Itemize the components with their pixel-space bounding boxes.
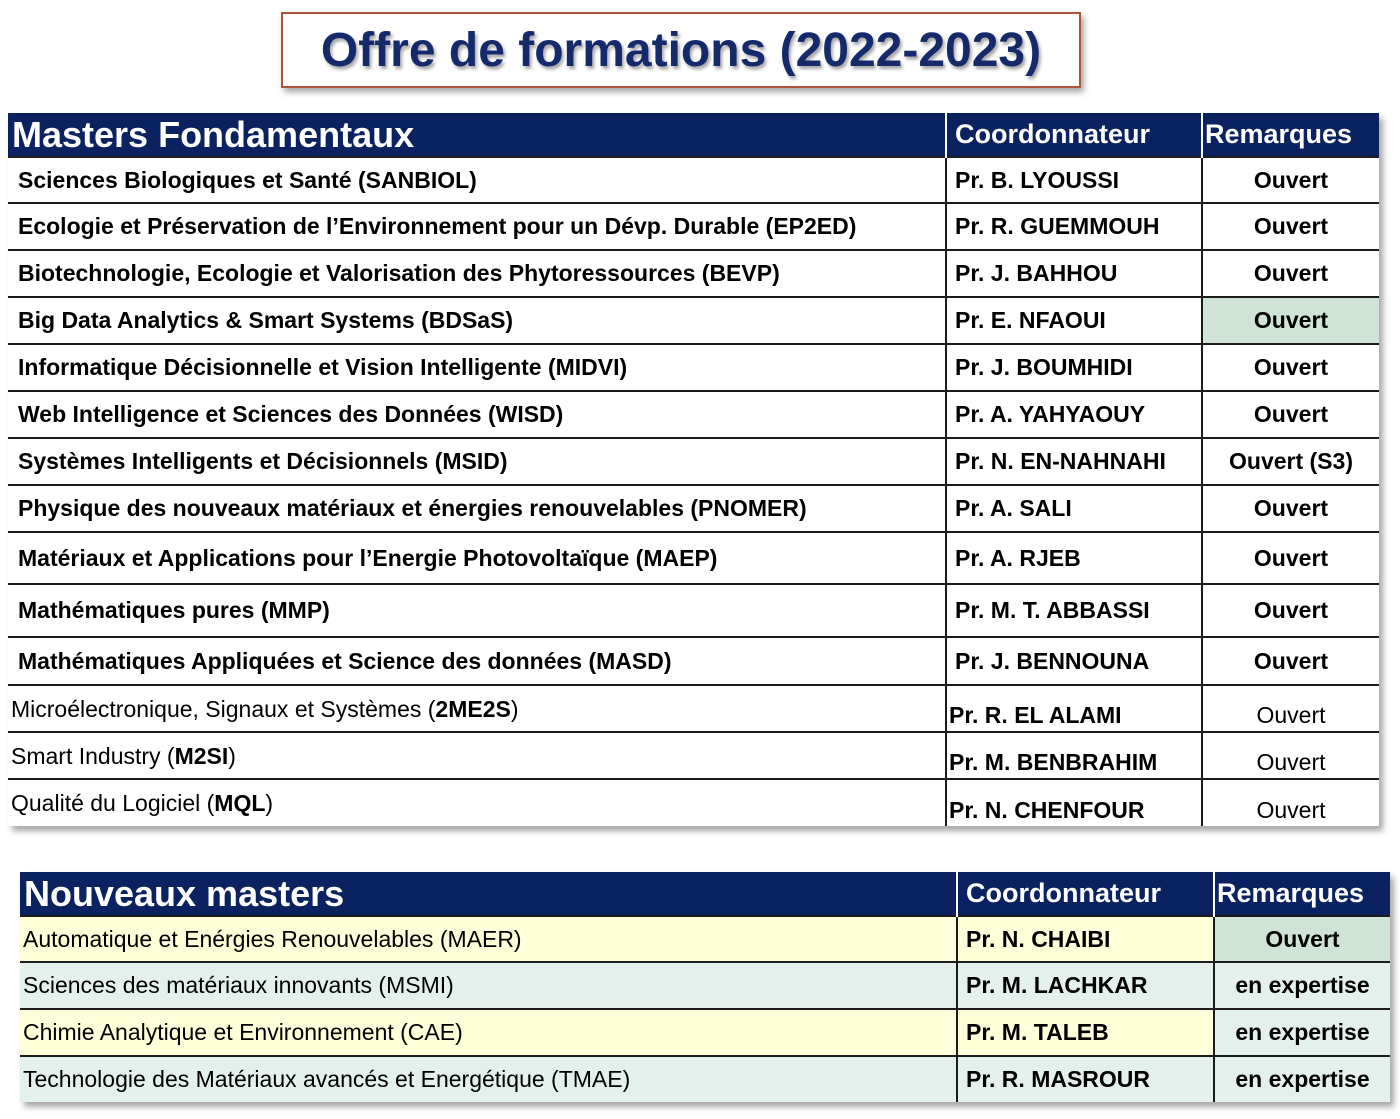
remark-highlighted: Ouvert (1214, 916, 1390, 962)
program-name: Automatique et Enérgies Renouvelables (MAER) (20, 916, 957, 962)
program-name: Technologie des Matériaux avancés et Energétique (TMAE) (20, 1056, 957, 1102)
program-name (8, 779, 946, 826)
remark: Ouvert (1202, 779, 1379, 826)
program-name: Matériaux et Applications pour l’Energie Photovoltaïque (MAEP) (8, 532, 946, 584)
table-row (8, 438, 1379, 485)
coordinator: Pr. R. MASROUR (957, 1056, 1214, 1102)
table-row (8, 732, 1379, 779)
remark: Ouvert (1202, 685, 1379, 732)
remark-highlighted: Ouvert (1202, 297, 1379, 344)
program-name-text: Smart Industry ( (11, 743, 175, 769)
program-name: Chimie Analytique et Environnement (CAE) (20, 1009, 957, 1056)
coordinator: Pr. J. BAHHOU (946, 250, 1202, 297)
remark: Ouvert (1202, 250, 1379, 297)
table-row (8, 532, 1379, 584)
program-code: 2ME2S (435, 696, 511, 722)
coordinator: Pr. M. TALEB (957, 1009, 1214, 1056)
coordinator: Pr. B. LYOUSSI (946, 157, 1202, 203)
column-header-coordonnateur: Coordonnateur (946, 113, 1202, 157)
table-row (8, 203, 1379, 250)
program-name: Big Data Analytics & Smart Systems (BDSaS) (8, 297, 946, 344)
program-name: Systèmes Intelligents et Décisionnels (MSID) (8, 438, 946, 485)
table-header (20, 872, 1390, 916)
program-name: Mathématiques pures (MMP) (8, 584, 946, 637)
remark: Ouvert (1202, 532, 1379, 584)
program-name: Ecologie et Préservation de l’Environnement pour un Dévp. Durable (EP2ED) (8, 203, 946, 250)
page-title: Offre de formations (2022-2023) (320, 23, 1042, 77)
coordinator: Pr. A. RJEB (946, 532, 1202, 584)
program-name-suffix: ) (228, 743, 236, 769)
remark: en expertise (1214, 1009, 1390, 1056)
table-row (20, 1056, 1390, 1102)
remark: Ouvert (1202, 203, 1379, 250)
remark: Ouvert (1202, 344, 1379, 391)
table-row (20, 916, 1390, 962)
table-row (8, 250, 1379, 297)
table-row (8, 637, 1379, 685)
section-heading: Masters Fondamentaux (8, 113, 946, 157)
table-row (20, 962, 1390, 1009)
table-row (8, 297, 1379, 344)
table-row (8, 157, 1379, 203)
title-box (281, 12, 1081, 88)
coordinator: Pr. J. BENNOUNA (946, 637, 1202, 685)
program-name-text: Microélectronique, Signaux et Systèmes ( (11, 696, 436, 722)
coordinator: Pr. R. GUEMMOUH (946, 203, 1202, 250)
remark: Ouvert (1202, 485, 1379, 532)
coordinator: Pr. A. YAHYAOUY (946, 391, 1202, 438)
remark: Ouvert (S3) (1202, 438, 1379, 485)
coordinator: Pr. N. CHENFOUR (946, 779, 1202, 826)
coordinator: Pr. N. CHAIBI (957, 916, 1214, 962)
program-code: M2SI (174, 743, 229, 769)
coordinator: Pr. E. NFAOUI (946, 297, 1202, 344)
coordinator: Pr. R. EL ALAMI (946, 685, 1202, 732)
program-name (8, 685, 946, 732)
masters-fondamentaux-table (8, 113, 1379, 826)
table-row (8, 685, 1379, 732)
table-row (8, 485, 1379, 532)
table-header (8, 113, 1379, 157)
program-name: Informatique Décisionnelle et Vision Intelligente (MIDVI) (8, 344, 946, 391)
table-row (8, 779, 1379, 826)
coordinator: Pr. J. BOUMHIDI (946, 344, 1202, 391)
program-name-text: Qualité du Logiciel ( (11, 790, 215, 816)
coordinator: Pr. M. LACHKAR (957, 962, 1214, 1009)
column-header-coordonnateur: Coordonnateur (957, 872, 1214, 916)
table-row (8, 391, 1379, 438)
program-name: Sciences Biologiques et Santé (SANBIOL) (8, 157, 946, 203)
remark: Ouvert (1202, 391, 1379, 438)
program-code: MQL (214, 790, 266, 816)
table-row (8, 584, 1379, 637)
table-row (20, 1009, 1390, 1056)
remark: Ouvert (1202, 157, 1379, 203)
section-heading: Nouveaux masters (20, 872, 957, 916)
remark: en expertise (1214, 962, 1390, 1009)
program-name: Sciences des matériaux innovants (MSMI) (20, 962, 957, 1009)
program-name: Web Intelligence et Sciences des Données (WISD) (8, 391, 946, 438)
remark: Ouvert (1202, 637, 1379, 685)
program-name: Biotechnologie, Ecologie et Valorisation des Phytoressources (BEVP) (8, 250, 946, 297)
column-header-remarques: Remarques (1214, 872, 1390, 916)
remark: en expertise (1214, 1056, 1390, 1102)
remark: Ouvert (1202, 584, 1379, 637)
column-header-remarques: Remarques (1202, 113, 1379, 157)
table-row (8, 344, 1379, 391)
program-name-suffix: ) (510, 696, 519, 722)
program-name: Mathématiques Appliquées et Science des données (MASD) (8, 637, 946, 685)
program-name-suffix: ) (265, 790, 274, 816)
program-name (8, 732, 946, 779)
program-name: Physique des nouveaux matériaux et énergies renouvelables (PNOMER) (8, 485, 946, 532)
remark: Ouvert (1202, 732, 1379, 779)
coordinator: Pr. M. BENBRAHIM (946, 732, 1202, 779)
nouveaux-masters-table (20, 872, 1390, 1102)
coordinator: Pr. A. SALI (946, 485, 1202, 532)
coordinator: Pr. M. T. ABBASSI (946, 584, 1202, 637)
coordinator: Pr. N. EN-NAHNAHI (946, 438, 1202, 485)
